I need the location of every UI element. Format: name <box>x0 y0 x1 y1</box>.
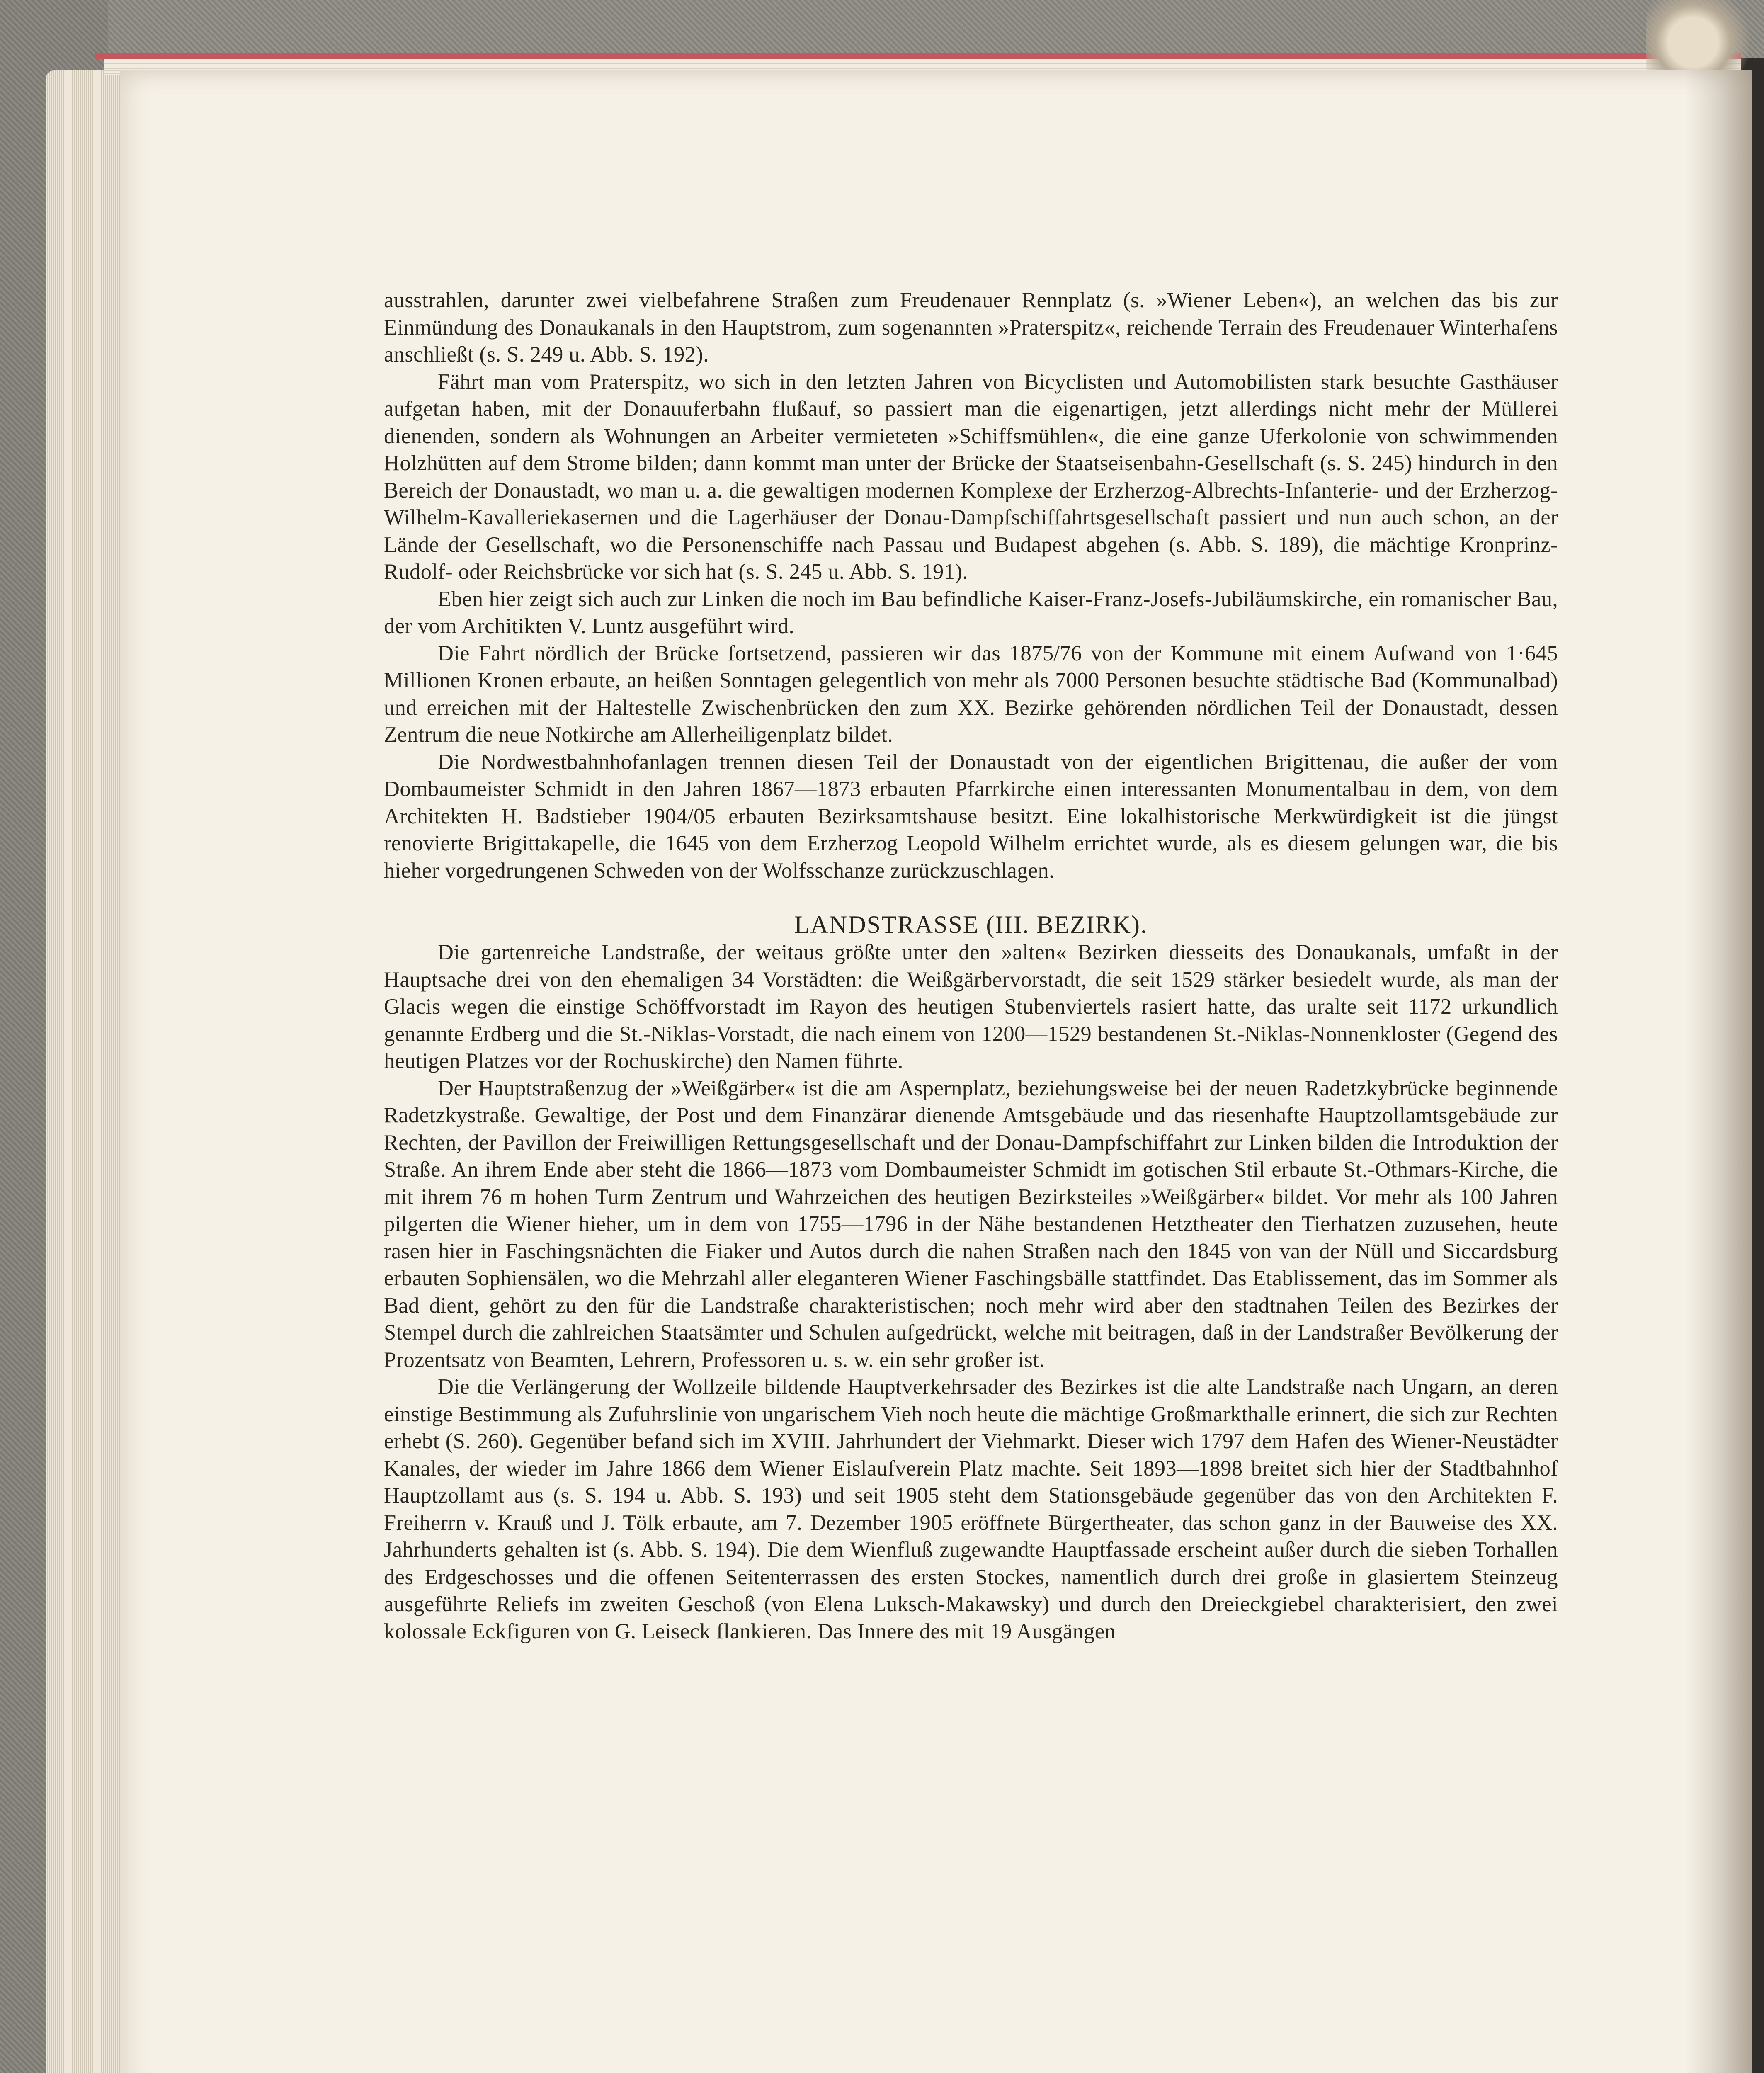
paragraph-continuation: ausstrahlen, darunter zwei vielbefahrene Straßen zum Freudenauer Rennplatz (s. »Wiener Leben«), an welchen das bis zur Einmündung des Donaukanals in den Hauptstrom, zum sogenannten »Praterspitz«, reichende Terrain des Freudenauer Winterhafens anschließt (s. S. 249 u. Abb. S. 192). <box>384 288 1558 367</box>
section-heading: LANDSTRASSE (III. BEZIRK). <box>794 911 1148 938</box>
paragraph: Die Nordwestbahnhofanlagen trennen diesen Teil der Donaustadt von der eigentlichen Brigittenau, die außer der vom Dombaumeister Schmidt in den Jahren 1867—1873 erbauten Pfarrkirche einen interessanten Monumentalbau in dem, von dem Architekten H. Badstieber 1904/05 erbauten Bezirksamtshause besitzt. Eine lokalhistorische Merkwürdigkeit ist die jüngst renovierte Brigittakapelle, die 1645 von dem Erzherzog Leopold Wilhelm errichtet wurde, als es diesem gelungen war, die bis hieher vorgedrungenen Schweden von der Wolfsschanze zurückzuschlagen. <box>384 750 1558 883</box>
paragraph: Die Fahrt nördlich der Brücke fortsetzend, passieren wir das 1875/76 von der Kommune mit einem Aufwand von 1·645 Millionen Kronen erbaute, an heißen Sonntagen gelegentlich von mehr als 7000 Personen besuchte städtische Bad (Kommunalbad) und erreichen mit der Haltestelle Zwischenbrücken den zum XX. Bezirke gehörenden nördlichen Teil der Donaustadt, dessen Zentrum die neue Notkirche am Allerheiligenplatz bildet. <box>384 641 1558 747</box>
torn-corner <box>1646 0 1764 70</box>
red-page-edge <box>95 53 1741 59</box>
paragraph: Der Hauptstraßenzug der »Weißgärber« ist die am Aspernplatz, beziehungsweise bei der neuen Radetzkybrücke beginnende Radetzkystraße. Gewaltige, der Post und dem Finanzärar dienende Amtsgebäude und das riesenhafte Hauptzollamtsgebäude zur Rechten, der Pavillon der Freiwilligen Rettungsgesellschaft und der Donau-Dampfschiffahrt zur Linken bilden die Introduktion der Straße. An ihrem Ende aber steht die 1866—1873 vom Dombaumeister Schmidt im gotischen Stil erbaute St.-Othmars-Kirche, die mit ihrem 76 m hohen Turm Zentrum und Wahrzeichen des heutigen Bezirksteiles »Weißgärber« bildet. Vor mehr als 100 Jahren pilgerten die Wiener hieher, um in dem von 1755—1796 in der Nähe bestandenen Hetztheater den Tierhatzen zuzusehen, heute rasen hier in Faschingsnächten die Fiaker und Autos durch die nahen Straßen nach den 1845 von van der Nüll und Siccardsburg erbauten Sophiensälen, wo die Mehrzahl aller eleganteren Wiener Faschingsbälle stattfindet. Das Etablissement, das im Sommer als Bad dient, gehört zu den für die Landstraße charakteristischen; noch mehr wird aber den stadtnahen Teilen des Bezirkes der Stempel durch die zahlreichen Staatsämter und Schulen aufgedrückt, welche mit beitragen, daß in der Landstraßer Bevölkerung der Prozentsatz von Beamten, Lehrern, Professoren u. s. w. ein sehr großer ist. <box>384 1076 1558 1372</box>
book-cover-top-cloth <box>108 0 1764 58</box>
page-gutter-shadow <box>1685 70 1752 2073</box>
paragraph: Die die Verlängerung der Wollzeile bildende Hauptverkehrsader des Bezirkes ist die alte Landstraße nach Ungarn, an deren einstige Bestimmung als Zufuhrslinie von ungarischem Vieh noch heute die mächtige Großmarkthalle erinnert, die sich zur Rechten erhebt (S. 260). Gegenüber befand sich im XVIII. Jahrhundert der Viehmarkt. Dieser wich 1797 dem Hafen des Wiener-Neustädter Kanales, der wieder im Jahre 1866 dem Wiener Eislaufverein Platz machte. Seit 1893—1898 breitet sich hier der Stadtbahnhof Hauptzollamt aus (s. S. 194 u. Abb. S. 193) und seit 1905 steht dem Stationsgebäude gegenüber das von den Architekten F. Freiherrn v. Krauß und J. Tölk erbaute, am 7. Dezember 1905 eröffnete Bürgertheater, das schon ganz in der Bauweise des XX. Jahrhunderts gehalten ist (s. Abb. S. 194). Die dem Wienfluß zugewandte Hauptfassade erscheint außer durch die sieben Torhallen des Erdgeschosses und die offenen Seitenterrassen des ersten Stockes, namentlich durch drei große in glasiertem Steinzeug ausgeführte Reliefs im zweiten Geschoß (von Elena Luksch-Makawsky) und durch den Dreieckgiebel charakterisiert, den zwei kolossale Eckfiguren von G. Leiseck flankieren. Das Innere des mit 19 Ausgängen <box>384 1375 1558 1643</box>
body-text <box>384 287 1558 1645</box>
paragraph: Eben hier zeigt sich auch zur Linken die noch im Bau befindliche Kaiser-Franz-Josefs-Jubiläumskirche, ein romanischer Bau, der vom Architikten V. Luntz ausgeführt wird. <box>384 587 1558 638</box>
paragraph: Fährt man vom Praterspitz, wo sich in den letzten Jahren von Bicyclisten und Automobilisten stark besuchte Gasthäuser aufgetan haben, mit der Donauuferbahn flußauf, so passiert man die eigenartigen, jetzt allerdings nicht mehr der Müllerei dienenden, sondern als Wohnungen an Arbeiter vermieteten »Schiffsmühlen«, die eine ganze Uferkolonie von schwimmenden Holzhütten auf dem Strome bilden; dann kommt man unter der Brücke der Staatseisenbahn-Gesellschaft (s. S. 245) hindurch in den Bereich der Donaustadt, wo man u. a. die gewaltigen modernen Komplexe der Erzherzog-Albrechts-Infanterie- und der Erzherzog-Wilhelm-Kavalleriekasernen und die Lagerhäuser der Donau-Dampfschiffahrtsgesellschaft passiert und nun auch schon, an der Lände der Gesellschaft, wo die Personenschiffe nach Passau und Budapest abgehen (s. Abb. S. 189), die mächtige Kronprinz-Rudolf- oder Reichsbrücke vor sich hat (s. S. 245 u. Abb. S. 191). <box>384 369 1558 584</box>
paragraph: Die gartenreiche Landstraße, der weitaus größte unter den »alten« Bezirken diesseits des Donaukanals, umfaßt in der Hauptsache drei von den ehemaligen 34 Vorstädten: die Weißgärbervorstadt, die seit 1529 stärker besiedelt wurde, als man der Glacis wegen die einstige Schöffvorstadt im Rayon des heutigen Stubenviertels rasiert hatte, das uralte seit 1172 urkundlich genannte Erdberg und die St.-Niklas-Vorstadt, die nach einem von 1200—1529 bestandenen St.-Niklas-Nonnenkloster (Gegend des heutigen Platzes vor der Rochuskirche) den Namen führte. <box>384 940 1558 1073</box>
